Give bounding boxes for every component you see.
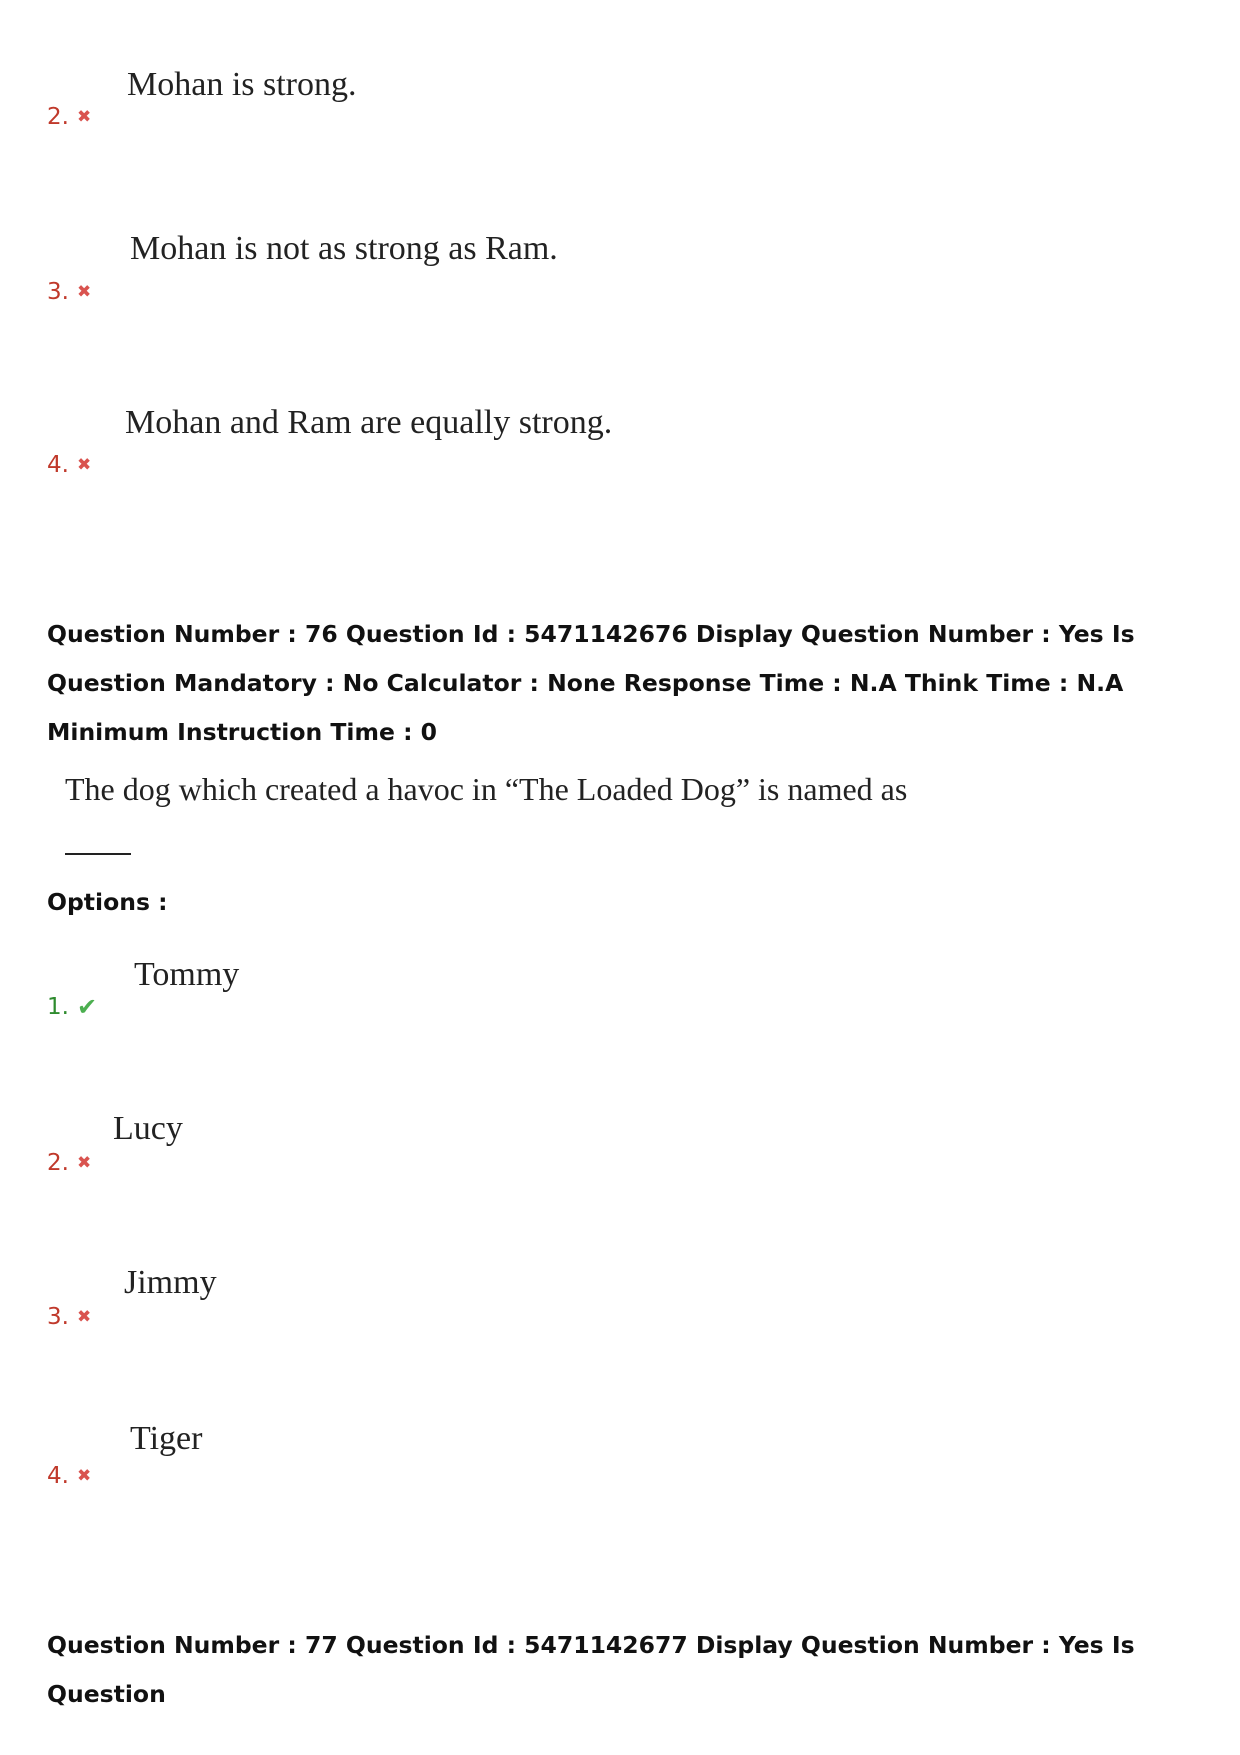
option-text: Mohan is strong. xyxy=(127,66,357,103)
option-number: 2. xyxy=(47,104,69,130)
question-77-meta: Question Number : 77 Question Id : 5471142677 Display Question Number : Yes Is Question xyxy=(47,1631,1135,1708)
option-marker xyxy=(47,993,97,1021)
option-text: Jimmy xyxy=(124,1264,217,1301)
option-marker xyxy=(47,1304,91,1330)
option-number: 1. xyxy=(47,994,69,1020)
option-marker xyxy=(47,452,91,478)
option-number: 4. xyxy=(47,1463,69,1489)
option-marker xyxy=(47,279,91,305)
cross-mark-icon: ✖ xyxy=(76,1153,92,1173)
option-marker xyxy=(47,1150,91,1176)
cross-mark-icon: ✖ xyxy=(76,1466,92,1486)
option-number: 3. xyxy=(47,279,69,305)
option-marker xyxy=(47,104,91,130)
options-label: Options : xyxy=(47,888,168,916)
check-mark-icon: ✔ xyxy=(76,993,98,1021)
option-number: 3. xyxy=(47,1304,69,1330)
question-76-meta: Question Number : 76 Question Id : 5471142676 Display Question Number : Yes Is Question Mandatory : No Calculator : None Response Time : N.A Think Time : N.A Minimum Instruction Time : 0 xyxy=(47,620,1135,746)
option-number: 2. xyxy=(47,1150,69,1176)
option-text: Lucy xyxy=(113,1110,183,1147)
option-text: Mohan and Ram are equally strong. xyxy=(125,404,613,441)
question-76-text: The dog which created a havoc in “The Loaded Dog” is named as xyxy=(65,771,908,807)
option-text: Tommy xyxy=(134,956,240,993)
cross-mark-icon: ✖ xyxy=(76,282,92,302)
answer-blank xyxy=(65,853,131,855)
cross-mark-icon: ✖ xyxy=(76,455,92,475)
cross-mark-icon: ✖ xyxy=(76,107,92,127)
cross-mark-icon: ✖ xyxy=(76,1307,92,1327)
option-text: Mohan is not as strong as Ram. xyxy=(130,230,558,267)
option-number: 4. xyxy=(47,452,69,478)
option-marker xyxy=(47,1463,91,1489)
option-text: Tiger xyxy=(130,1420,203,1457)
